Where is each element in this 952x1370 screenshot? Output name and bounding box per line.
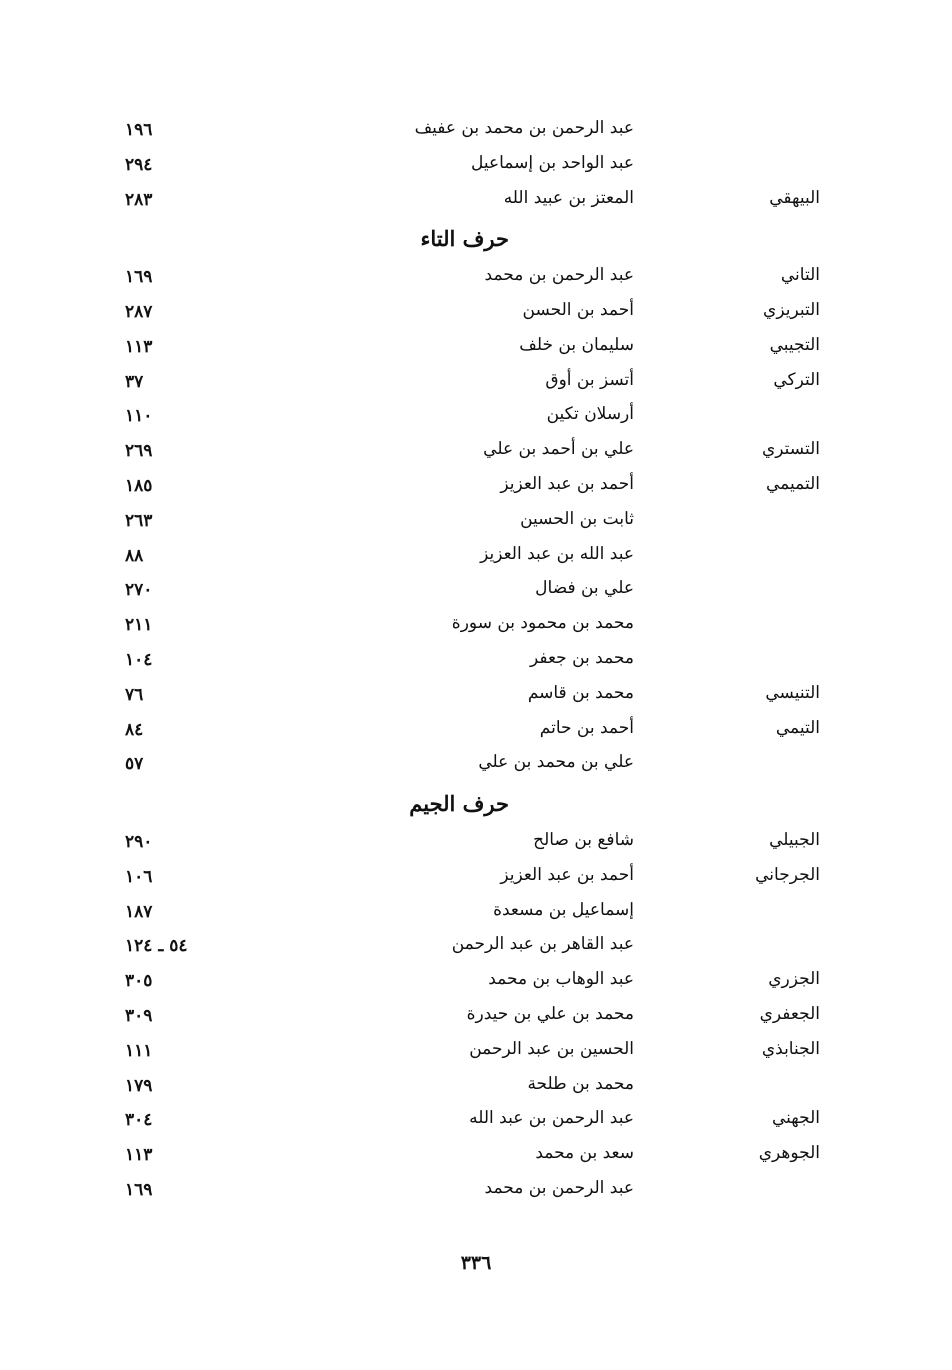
entry-page-ref: ١٠٦ (125, 866, 153, 887)
entry-nisba: التستري (761, 439, 820, 460)
entry-name: علي بن محمد بن علي (478, 752, 634, 773)
index-entry-row (0, 572, 952, 607)
entry-name: المعتز بن عبيد الله (503, 187, 634, 208)
entry-name: إسماعيل بن مسعدة (493, 899, 634, 920)
entry-name: ثابت بن الحسين (520, 508, 634, 529)
index-entry-row (0, 824, 952, 859)
entry-nisba: التبريزي (763, 299, 820, 320)
entry-nisba: التميمي (766, 473, 820, 494)
entry-name: شافع بن صالح (533, 829, 634, 850)
entry-nisba: الجنابذي (761, 1038, 820, 1059)
entry-page-ref: ٣٠٤ (125, 1110, 153, 1131)
section-header-row (0, 224, 952, 259)
entry-nisba: التيمي (775, 717, 820, 738)
index-listing (0, 112, 952, 1207)
index-entry-row (0, 364, 952, 399)
entry-name: أحمد بن عبد العزيز (500, 473, 634, 494)
entry-page-ref: ٢٧٠ (125, 580, 153, 601)
index-entry-row (0, 746, 952, 781)
entry-name: محمد بن طلحة (527, 1073, 634, 1094)
index-entry-row (0, 259, 952, 294)
index-entry-row (0, 677, 952, 712)
section-gap (0, 216, 952, 224)
index-entry-row (0, 182, 952, 217)
entry-name: أرسلان تكين (546, 404, 634, 425)
index-entry-row (0, 1172, 952, 1207)
entry-page-ref: ١١٣ (125, 1145, 153, 1166)
entry-name: أتسز بن أوق (545, 369, 634, 390)
entry-nisba: التجيبي (769, 334, 820, 355)
entry-nisba: الجعفري (759, 1003, 820, 1024)
entry-page-ref: ١٦٩ (125, 1179, 153, 1200)
entry-page-ref: ٨٤ (125, 719, 144, 740)
section-header-row (0, 789, 952, 824)
entry-name: محمد بن علي بن حيدرة (466, 1003, 634, 1024)
index-entry-row (0, 433, 952, 468)
entry-page-ref: ٢٩٤ (125, 154, 153, 175)
index-entry-row (0, 642, 952, 677)
entry-page-ref: ٢١١ (125, 615, 153, 636)
entry-page-ref: ٢٨٣ (125, 189, 153, 210)
entry-name: عبد القاهر بن عبد الرحمن (451, 934, 634, 955)
entry-nisba: الجبيلي (769, 829, 820, 850)
entry-name: محمد بن جعفر (529, 647, 634, 668)
entry-page-ref: ٢٦٣ (125, 510, 153, 531)
entry-nisba: التركي (773, 369, 820, 390)
section-header: حرف الجيم (409, 791, 509, 817)
index-entry-row (0, 398, 952, 433)
page-number: ٣٣٦ (460, 1252, 492, 1274)
index-entry-row (0, 112, 952, 147)
index-entry-row (0, 712, 952, 747)
entry-page-ref: ١٨٧ (125, 901, 153, 922)
section-gap (0, 781, 952, 789)
entry-name: عبد الرحمن بن محمد بن عفيف (414, 118, 634, 138)
index-entry-row (0, 1137, 952, 1172)
entry-page-ref: ١١٣ (125, 336, 153, 357)
index-entry-row (0, 538, 952, 573)
entry-name: أحمد بن عبد العزيز (500, 864, 634, 885)
entry-name: أحمد بن حاتم (539, 717, 634, 738)
entry-name: عبد الرحمن بن عبد الله (469, 1108, 634, 1129)
index-entry-row (0, 894, 952, 929)
entry-nisba: الجرجاني (755, 864, 820, 885)
entry-nisba: البيهقي (769, 187, 820, 208)
section-header: حرف التاء (420, 226, 509, 252)
index-entry-row (0, 503, 952, 538)
entry-name: سعد بن محمد (535, 1143, 634, 1164)
index-entry-row (0, 468, 952, 503)
index-entry-row (0, 998, 952, 1033)
entry-nisba: الجوهري (758, 1143, 820, 1164)
entry-page-ref: ١٨٥ (125, 475, 153, 496)
index-entry-row (0, 1033, 952, 1068)
entry-page-ref: ٥٤ ـ ١٢٤ (125, 936, 188, 957)
entry-page-ref: ١١٠ (125, 406, 153, 427)
entry-name: عبد الله بن عبد العزيز (480, 543, 634, 564)
index-entry-row (0, 294, 952, 329)
entry-name: محمد بن محمود بن سورة (451, 613, 634, 634)
entry-page-ref: ١٧٩ (125, 1075, 153, 1096)
index-entry-row (0, 859, 952, 894)
entry-name: عبد الواحد بن إسماعيل (470, 152, 634, 173)
entry-name: علي بن فضال (535, 578, 634, 599)
entry-name: سليمان بن خلف (519, 334, 634, 355)
entry-page-ref: ٢٦٩ (125, 441, 153, 462)
index-entry-row (0, 1102, 952, 1137)
entry-page-ref: ٣٠٥ (125, 971, 153, 992)
index-entry-row (0, 1068, 952, 1103)
index-entry-row (0, 928, 952, 963)
entry-name: علي بن أحمد بن علي (483, 439, 634, 460)
entry-name: محمد بن قاسم (527, 682, 634, 703)
entry-nisba: الجزري (768, 969, 820, 990)
index-entry-row (0, 329, 952, 364)
entry-nisba: التنيسي (765, 682, 820, 703)
entry-page-ref: ٣٧ (125, 371, 144, 392)
entry-nisba: التاني (780, 265, 820, 286)
entry-name: عبد الرحمن بن محمد (484, 1177, 634, 1198)
entry-page-ref: ٨٨ (125, 545, 144, 566)
entry-page-ref: ٢٩٠ (125, 831, 153, 852)
entry-page-ref: ١١١ (125, 1040, 153, 1061)
entry-page-ref: ١٦٩ (125, 267, 153, 288)
entry-name: عبد الوهاب بن محمد (488, 969, 634, 990)
entry-page-ref: ١٠٤ (125, 649, 153, 670)
entry-name: الحسين بن عبد الرحمن (469, 1038, 634, 1059)
entry-page-ref: ١٩٦ (125, 120, 153, 140)
entry-page-ref: ٧٦ (125, 684, 144, 705)
entry-page-ref: ٥٧ (125, 754, 144, 775)
index-entry-row (0, 147, 952, 182)
entry-name: عبد الرحمن بن محمد (484, 265, 634, 286)
index-entry-row (0, 607, 952, 642)
entry-page-ref: ٣٠٩ (125, 1005, 153, 1026)
entry-nisba: الجهني (771, 1108, 820, 1129)
entry-name: أحمد بن الحسن (522, 299, 634, 320)
index-entry-row (0, 963, 952, 998)
entry-page-ref: ٢٨٧ (125, 301, 153, 322)
